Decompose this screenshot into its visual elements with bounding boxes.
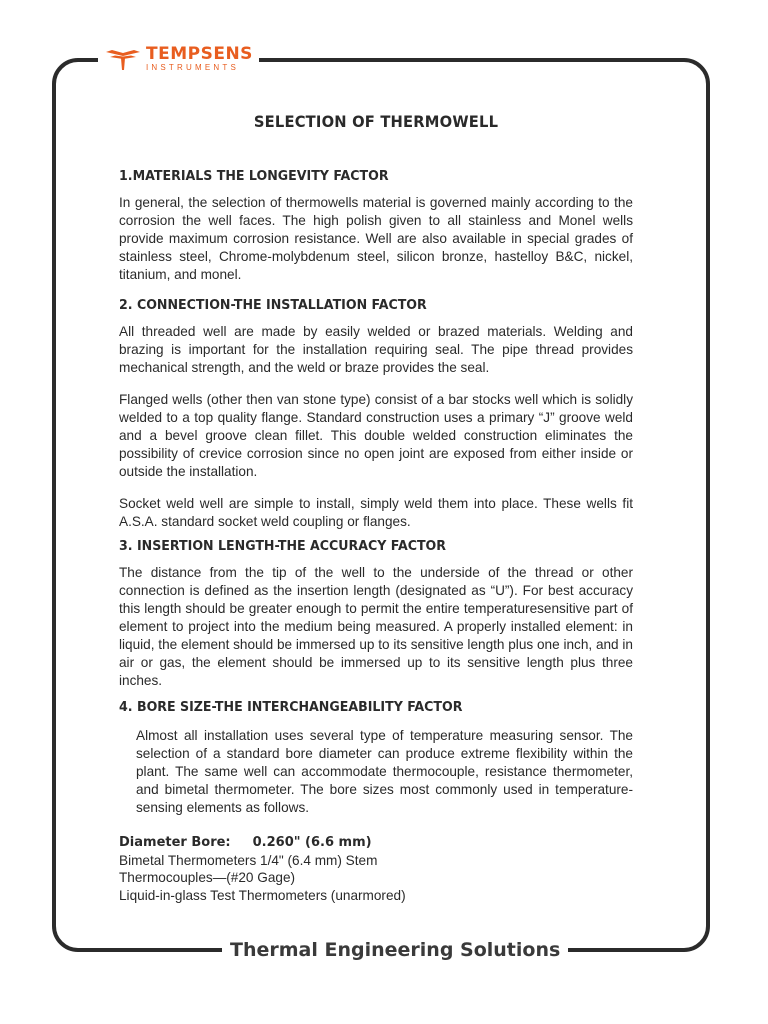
list-item: Thermocouples—(#20 Gage) [119, 870, 296, 885]
section-heading: 4. BORE SIZE-THE INTERCHANGEABILITY FACTOR [119, 700, 463, 715]
section-heading: 1.MATERIALS THE LONGEVITY FACTOR [119, 169, 389, 184]
footer-tagline [222, 936, 568, 964]
section-paragraph: In general, the selection of thermowells material is governed mainly according to the corrosion the well faces. The high polish given to all stainless and Monel wells provide maximum corrosion resistance. Well are also available in special grades of stainless steel, Chrome-molybdenum steel, silicon bronze, hastelloy B&C, nickel, titanium, and monel. [119, 195, 633, 282]
bore-header [119, 833, 633, 852]
section-bore-size [119, 700, 633, 817]
section-connection [119, 298, 633, 531]
list-item: Bimetal Thermometers 1/4" (6.4 mm) Stem [119, 852, 378, 868]
section-paragraph: Flanged wells (other then van stone type) consist of a bar stocks well which is solidly welded to a top quality flange. Standard construction uses a primary “J” groove weld and a bevel groove clean fillet. This double welded construction eliminates the possibility of crevice corrosion since no open joint are exposed from either inside or outside the installation. [119, 392, 633, 479]
section-materials [119, 169, 633, 284]
bore-label: Diameter Bore: [119, 835, 231, 850]
section-insertion-length [119, 539, 633, 690]
tempsens-logo-icon [104, 46, 142, 72]
brand-subtitle: INSTRUMENTS [146, 63, 239, 72]
document-body [119, 112, 633, 904]
section-heading: 2. CONNECTION-THE INSTALLATION FACTOR [119, 298, 427, 313]
footer-text: Thermal Engineering Solutions [230, 939, 561, 961]
section-paragraph: All threaded well are made by easily welded or brazed materials. Welding and brazing is important for the installation requiring seal. The pipe thread provides mechanical strength, and the weld or braze provides the seal. [119, 324, 633, 375]
page-title: SELECTION OF THERMOWELL [253, 112, 499, 131]
section-paragraph: The distance from the tip of the well to the underside of the thread or other connection is defined as the insertion length (designated as “U”). For best accuracy this length should be greater enough to permit the entire temperaturesensitive part of element to project into the medium being measured. A properly installed element: in liquid, the element should be immersed up to its sensitive length plus one inch, and in air or gas, the element should be immersed up to its sensitive length plus three inches. [119, 565, 633, 688]
section-paragraph: Almost all installation uses several type of temperature measuring sensor. The selection of a standard bore diameter can produce extreme flexibility within the plant. The same well can accommodate thermocouple, resistance thermometer, and bimetal thermometer. The bore sizes most commonly used in temperature-sensing elements as follows. [136, 728, 633, 815]
bore-list [119, 833, 633, 904]
bore-value: 0.260" (6.6 mm) [252, 835, 372, 850]
brand-logo [98, 42, 259, 76]
list-item: Liquid-in-glass Test Thermometers (unarmored) [119, 887, 406, 903]
brand-name: TEMPSENS [146, 44, 253, 64]
section-heading: 3. INSERTION LENGTH-THE ACCURACY FACTOR [119, 539, 446, 554]
section-paragraph: Socket weld well are simple to install, simply weld them into place. These wells fit A.S.A. standard socket weld coupling or flanges. [119, 496, 633, 529]
